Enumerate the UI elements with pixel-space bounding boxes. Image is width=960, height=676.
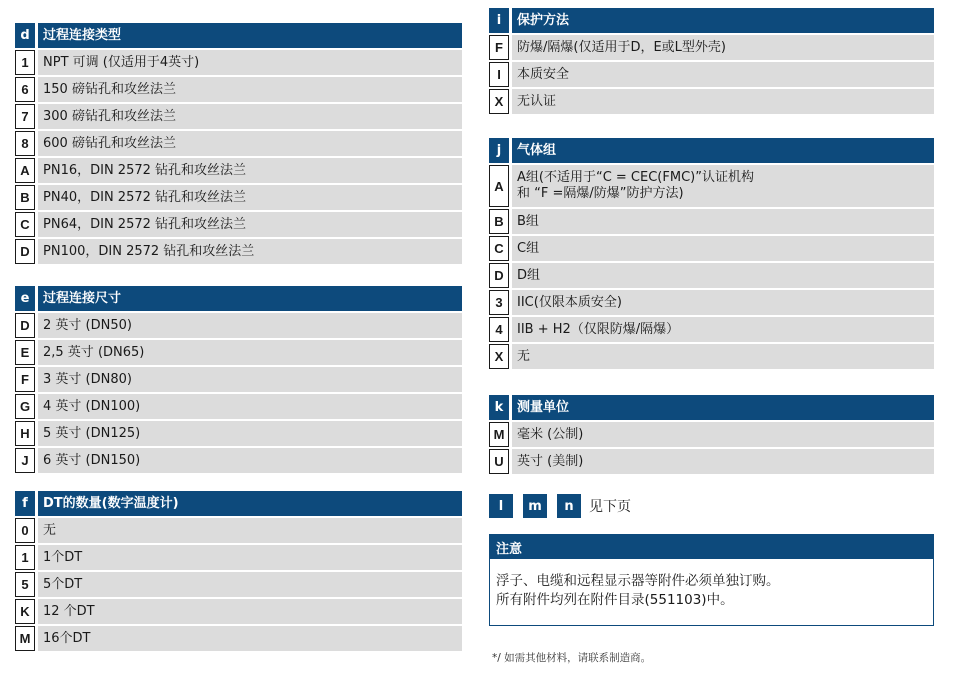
section-k-code: k xyxy=(489,395,509,420)
section-j-title: 气体组 xyxy=(512,138,934,163)
option-row xyxy=(489,317,934,342)
option-text: NPT 可调 (仅适用于4英寸) xyxy=(38,50,462,75)
option-row xyxy=(15,185,462,210)
see-next-page-row xyxy=(489,494,631,518)
option-row xyxy=(15,394,462,419)
option-code: 6 xyxy=(15,77,35,102)
section-e-title: 过程连接尺寸 xyxy=(38,286,462,311)
option-row xyxy=(15,599,462,624)
option-code: X xyxy=(489,344,509,369)
option-text: B组 xyxy=(512,209,934,234)
option-code: I xyxy=(489,62,509,87)
option-row xyxy=(489,62,934,87)
option-code: X xyxy=(489,89,509,114)
section-d-code: d xyxy=(15,23,35,48)
option-code: 1 xyxy=(15,545,35,570)
option-code: K xyxy=(15,599,35,624)
section-n-box: n xyxy=(557,494,581,518)
option-row xyxy=(489,344,934,369)
option-code: 5 xyxy=(15,572,35,597)
option-code: H xyxy=(15,421,35,446)
option-text: 300 磅钻孔和攻丝法兰 xyxy=(38,104,462,129)
option-text: 无认证 xyxy=(512,89,934,114)
option-row xyxy=(15,367,462,392)
section-l-box: l xyxy=(489,494,513,518)
option-code: 8 xyxy=(15,131,35,156)
option-row xyxy=(15,448,462,473)
section-f-code: f xyxy=(15,491,35,516)
option-code: M xyxy=(489,422,509,447)
option-row xyxy=(15,572,462,597)
option-text: 600 磅钻孔和攻丝法兰 xyxy=(38,131,462,156)
footnote: */ 如需其他材料，请联系制造商。 xyxy=(492,652,652,664)
option-code: B xyxy=(489,209,509,234)
option-code: A xyxy=(489,165,509,207)
option-row xyxy=(489,89,934,114)
option-code: 0 xyxy=(15,518,35,543)
option-row xyxy=(15,158,462,183)
option-text: 5 英寸 (DN125) xyxy=(38,421,462,446)
option-row xyxy=(15,212,462,237)
option-text: 2,5 英寸 (DN65) xyxy=(38,340,462,365)
section-d-process-connection-type xyxy=(15,23,462,266)
note-body xyxy=(490,559,933,610)
option-code: 1 xyxy=(15,50,35,75)
option-code: M xyxy=(15,626,35,651)
option-text: 16个DT xyxy=(38,626,462,651)
note-line-2: 所有附件均列在附件目录(551103)中。 xyxy=(496,592,734,608)
option-code: G xyxy=(15,394,35,419)
option-code: 4 xyxy=(489,317,509,342)
option-code: A xyxy=(15,158,35,183)
section-j-header xyxy=(489,138,934,163)
option-text xyxy=(512,165,934,207)
note-box xyxy=(489,534,934,626)
option-text: 12 个DT xyxy=(38,599,462,624)
section-j-gas-group xyxy=(489,138,934,371)
option-text: PN64，DIN 2572 钻孔和攻丝法兰 xyxy=(38,212,462,237)
option-text: C组 xyxy=(512,236,934,261)
option-code: J xyxy=(15,448,35,473)
section-i-code: i xyxy=(489,8,509,33)
option-code: D xyxy=(489,263,509,288)
option-text: 3 英寸 (DN80) xyxy=(38,367,462,392)
option-row xyxy=(15,340,462,365)
option-row xyxy=(15,131,462,156)
option-code: D xyxy=(15,239,35,264)
section-i-title: 保护方法 xyxy=(512,8,934,33)
section-k-title: 测量单位 xyxy=(512,395,934,420)
section-e-header xyxy=(15,286,462,311)
option-code: 7 xyxy=(15,104,35,129)
option-row xyxy=(15,50,462,75)
option-row xyxy=(489,165,934,207)
option-text: 英寸 (美制) xyxy=(512,449,934,474)
option-row xyxy=(489,209,934,234)
option-text: PN40，DIN 2572 钻孔和攻丝法兰 xyxy=(38,185,462,210)
option-code: D xyxy=(15,313,35,338)
option-row xyxy=(489,449,934,474)
option-text: PN16，DIN 2572 钻孔和攻丝法兰 xyxy=(38,158,462,183)
option-row xyxy=(489,290,934,315)
option-code: C xyxy=(489,236,509,261)
option-code: F xyxy=(15,367,35,392)
option-text: 2 英寸 (DN50) xyxy=(38,313,462,338)
note-title: 注意 xyxy=(490,535,933,559)
section-i-header xyxy=(489,8,934,33)
section-k-header xyxy=(489,395,934,420)
section-d-title: 过程连接类型 xyxy=(38,23,462,48)
option-row xyxy=(15,239,462,264)
option-row xyxy=(15,313,462,338)
option-text-line1: A组(不适用于“C = CEC(FMC)”认证机构 xyxy=(517,170,754,185)
option-row xyxy=(15,518,462,543)
section-f-dt-count xyxy=(15,491,462,653)
option-row xyxy=(489,422,934,447)
option-text: 1个DT xyxy=(38,545,462,570)
option-code: C xyxy=(15,212,35,237)
option-text: 6 英寸 (DN150) xyxy=(38,448,462,473)
option-row xyxy=(15,77,462,102)
option-text: 无 xyxy=(38,518,462,543)
option-text: 防爆/隔爆(仅适用于D，E或L型外壳) xyxy=(512,35,934,60)
option-row xyxy=(15,421,462,446)
option-text: 无 xyxy=(512,344,934,369)
section-e-process-connection-size xyxy=(15,286,462,475)
section-e-code: e xyxy=(15,286,35,311)
option-code: U xyxy=(489,449,509,474)
option-text: 毫米 (公制) xyxy=(512,422,934,447)
option-row xyxy=(15,104,462,129)
section-j-code: j xyxy=(489,138,509,163)
option-row xyxy=(489,263,934,288)
option-text: 150 磅钻孔和攻丝法兰 xyxy=(38,77,462,102)
option-text: IIB + H2（仅限防爆/隔爆） xyxy=(512,317,934,342)
option-text-line2: 和 “F =隔爆/防爆”防护方法) xyxy=(517,186,684,201)
option-text: D组 xyxy=(512,263,934,288)
section-k-measurement-unit xyxy=(489,395,934,476)
option-row xyxy=(489,236,934,261)
option-code: E xyxy=(15,340,35,365)
option-text: IIC(仅限本质安全) xyxy=(512,290,934,315)
section-m-box: m xyxy=(523,494,547,518)
option-code: 3 xyxy=(489,290,509,315)
note-line-1: 浮子、电缆和远程显示器等附件必须单独订购。 xyxy=(496,573,780,589)
option-code: F xyxy=(489,35,509,60)
section-i-protection-method xyxy=(489,8,934,116)
option-text: PN100，DIN 2572 钻孔和攻丝法兰 xyxy=(38,239,462,264)
option-row xyxy=(15,626,462,651)
option-text: 5个DT xyxy=(38,572,462,597)
see-next-page-label: 见下页 xyxy=(589,499,631,515)
option-row xyxy=(489,35,934,60)
section-f-header xyxy=(15,491,462,516)
option-text: 本质安全 xyxy=(512,62,934,87)
section-f-title: DT的数量(数字温度计) xyxy=(38,491,462,516)
option-code: B xyxy=(15,185,35,210)
section-d-header xyxy=(15,23,462,48)
option-text: 4 英寸 (DN100) xyxy=(38,394,462,419)
option-row xyxy=(15,545,462,570)
